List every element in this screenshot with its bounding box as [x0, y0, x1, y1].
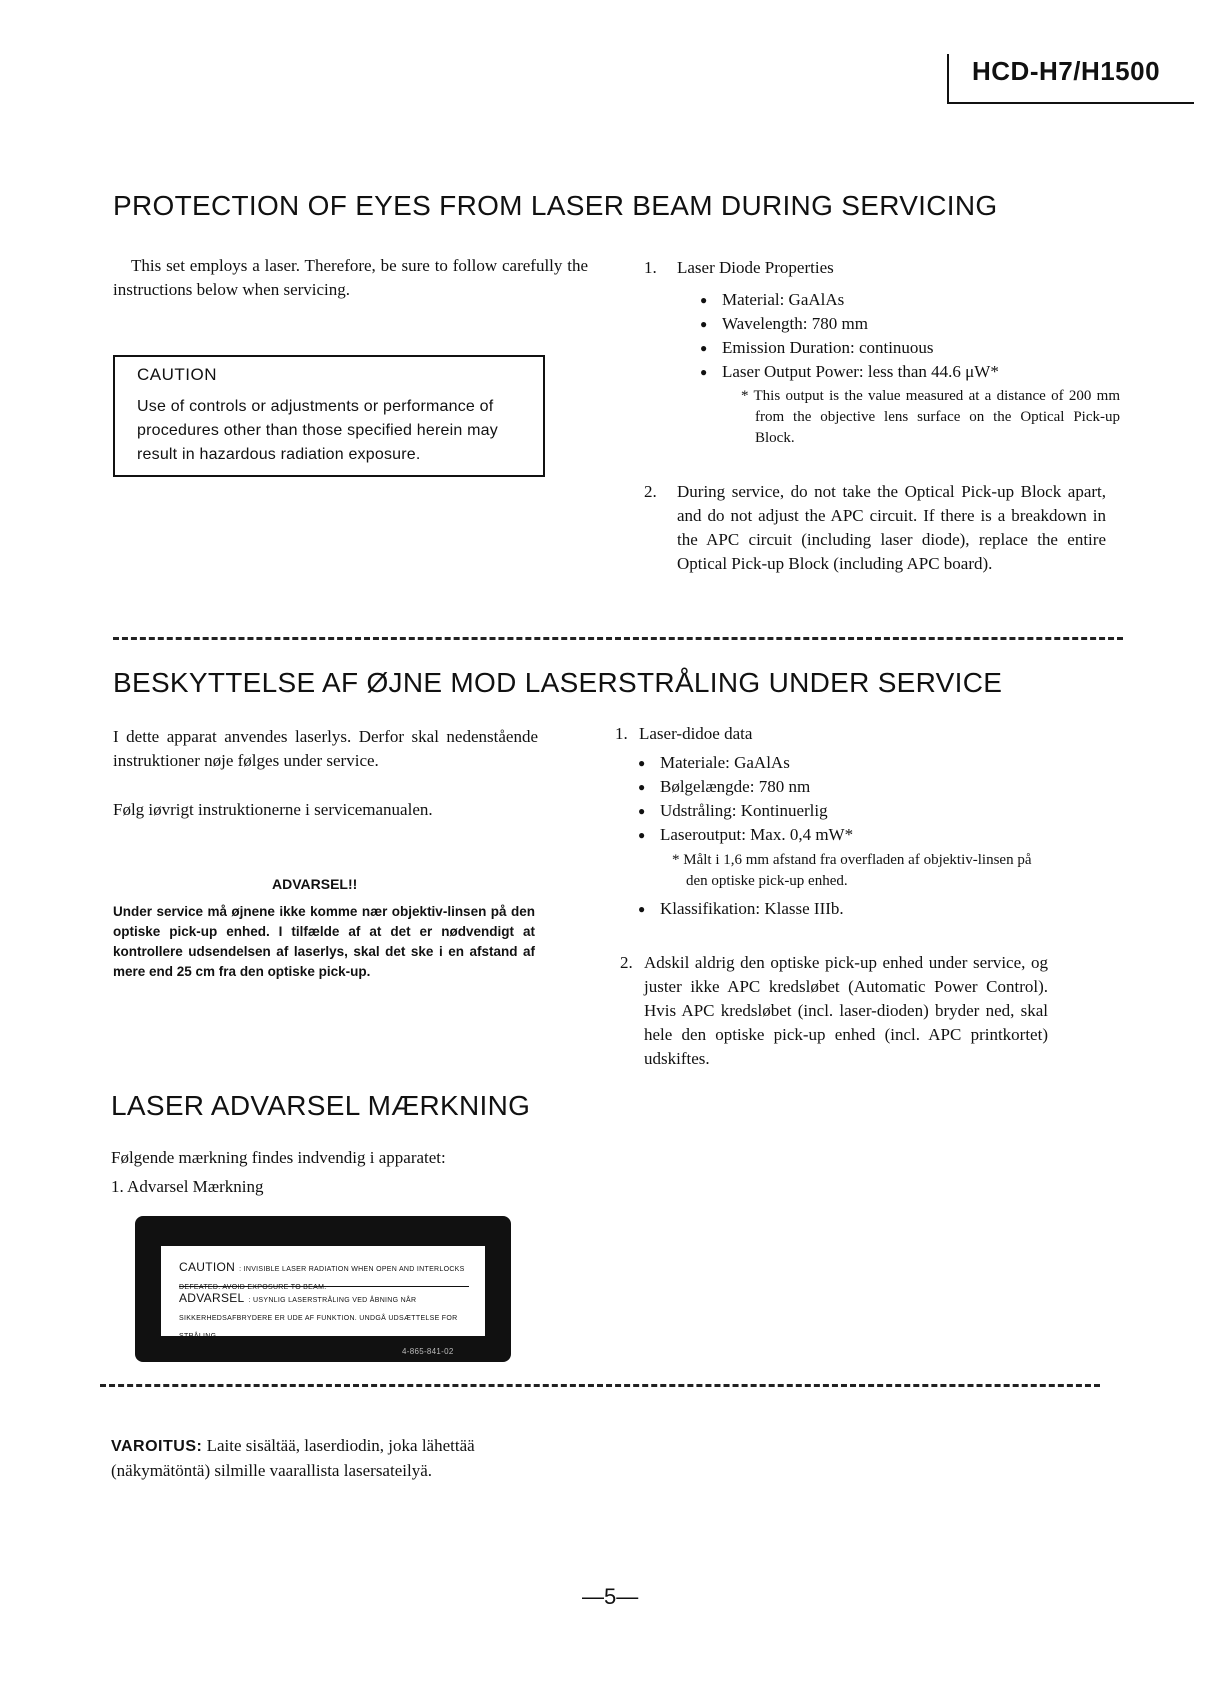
bullet-item: ● Klassifikation: Klasse IIIb.	[634, 897, 1054, 921]
item-title: Laser Diode Properties	[677, 258, 834, 277]
varoitus-label: VAROITUS:	[111, 1438, 203, 1455]
bullet-item: ● Emission Duration: continuous	[696, 336, 1106, 360]
label-part-number: 4-865-841-02	[402, 1347, 454, 1356]
model-number: HCD-H7/H1500	[972, 56, 1161, 86]
section3-title: LASER ADVARSEL MÆRKNING	[111, 1090, 531, 1121]
section2-item1	[615, 722, 1055, 746]
bullet-item: ● Udstråling: Kontinuerlig	[634, 799, 1054, 823]
warning-title: ADVARSEL!!	[272, 876, 358, 892]
section2-bullet-list	[634, 751, 1054, 847]
section2-intro2: Følg iøvrigt instruktionerne i servicemanualen.	[113, 800, 433, 819]
section2-item2	[620, 951, 1048, 1071]
bullet-item: ● Wavelength: 780 mm	[696, 312, 1106, 336]
item-number: 2.	[644, 482, 657, 501]
section1-bullet-list	[696, 288, 1106, 384]
section2-bullet-list-2	[634, 897, 1054, 921]
label-advarsel-text: : USYNLIG LASERSTRÅLING VED ÅBNING NÅR SIKKERHEDSAFBRYDERE ER UDE AF FUNKTION. UNDGÅ UDSÆTTELSE FOR STRÅLING.	[179, 1297, 458, 1340]
item-text: Adskil aldrig den optiske pick-up enhed under service, og juster ikke APC kredsløbet (Automatic Power Control). Hvis APC kredsløbet (incl. laser-dioden) bryder ned, skal hele den optiske pick-up enhed (incl. APC printkortet) udskiftes.	[644, 953, 1048, 1068]
dashed-divider	[100, 1384, 1100, 1387]
bullet-item: ● Bølgelængde: 780 nm	[634, 775, 1054, 799]
section3-intro: Følgende mærkning findes indvendig i apparatet:	[111, 1148, 446, 1167]
warning-text: Under service må øjnene ikke komme nær objektiv-linsen på den optiske pick-up enhed. I tilfælde af at det er nødvendigt at kontrollere udsendelsen af laserlys, skal det ske i en afstand af mere end 25 cm fra den optiske pick-up.	[113, 904, 535, 979]
item-text: During service, do not take the Optical Pick-up Block apart, and do not adjust the APC circuit. If there is a breakdown in the APC circuit (including laser diode), replace the entire Optical Pick-up Block (including APC board).	[677, 482, 1106, 573]
item-number: 1.	[644, 258, 657, 277]
label-caution-word: CAUTION	[179, 1260, 236, 1274]
section1-item1	[644, 256, 1106, 280]
section2-intro: I dette apparat anvendes laserlys. Derfor skal nedenstående instruktioner nøje følges under service.	[113, 727, 538, 770]
bullet-item: ● Material: GaAlAs	[696, 288, 1106, 312]
caution-box	[113, 355, 545, 477]
page-number: —5—	[582, 1584, 639, 1609]
section1-intro: This set employs a laser. Therefore, be sure to follow carefully the instructions below when servicing.	[113, 256, 588, 299]
bullet-item: ● Laser Output Power: less than 44.6 μW*	[696, 360, 1106, 384]
item-number: 2.	[620, 953, 633, 972]
label-caution-text: : INVISIBLE LASER RADIATION WHEN OPEN AND INTERLOCKS DEFEATED. AVOID EXPOSURE TO BEAM.	[179, 1266, 465, 1291]
caution-title: CAUTION	[137, 365, 217, 384]
section2-footnote: * Målt i 1,6 mm afstand fra overfladen af objektiv-linsen på den optiske pick-up enhed.	[672, 852, 1032, 889]
section1-footnote: * This output is the value measured at a distance of 200 mm from the objective lens surface on the Optical Pick-up Block.	[741, 388, 1120, 446]
bullet-item: ● Materiale: GaAlAs	[634, 751, 1054, 775]
varoitus-text: Laite sisältää, laserdiodin, joka lähettää (näkymätöntä) silmille vaarallista lasersateilyä.	[111, 1436, 475, 1480]
label-advarsel-word: ADVARSEL	[179, 1291, 245, 1305]
item-title: Laser-didoe data	[639, 724, 753, 743]
section1-title: PROTECTION OF EYES FROM LASER BEAM DURING SERVICING	[113, 190, 998, 221]
bullet-item: ● Laseroutput: Max. 0,4 mW*	[634, 823, 1054, 847]
caution-text: Use of controls or adjustments or performance of procedures other than those specified herein may result in hazardous radiation exposure.	[137, 398, 498, 463]
varoitus-note	[111, 1434, 551, 1483]
label-advarsel-block	[179, 1286, 469, 1343]
item-number: 1.	[615, 724, 628, 743]
section2-title: BESKYTTELSE AF ØJNE MOD LASERSTRÅLING UNDER SERVICE	[113, 667, 1003, 698]
dashed-divider	[113, 637, 1123, 640]
section3-item1: 1. Advarsel Mærkning	[111, 1177, 264, 1196]
section1-item2	[644, 480, 1106, 576]
warning-label-panel	[161, 1246, 485, 1340]
